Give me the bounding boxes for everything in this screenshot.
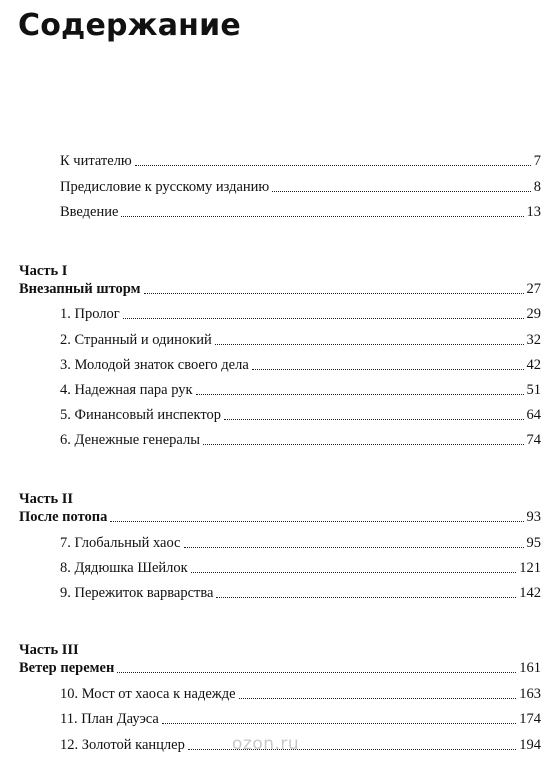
toc-entry-page: 95 bbox=[526, 535, 541, 551]
toc-part-title[interactable] bbox=[19, 280, 541, 298]
toc-chapter-label: 6. Денежные генералы bbox=[60, 432, 200, 448]
toc-chapter[interactable] bbox=[60, 381, 541, 399]
part-heading: Часть II bbox=[19, 491, 74, 507]
dot-leader bbox=[196, 394, 524, 395]
toc-part-label: Внезапный шторм bbox=[19, 281, 141, 297]
toc-entry-to-reader[interactable] bbox=[60, 152, 541, 170]
toc-entry-page: 161 bbox=[519, 660, 541, 676]
dot-leader bbox=[252, 369, 524, 370]
toc-entry-page: 32 bbox=[526, 332, 541, 348]
toc-entry-label: Предисловие к русскому изданию bbox=[60, 179, 270, 195]
toc-entry-page: 142 bbox=[519, 585, 541, 601]
toc-entry-page: 27 bbox=[526, 281, 541, 297]
dot-leader bbox=[123, 318, 524, 319]
toc-entry-page: 42 bbox=[526, 357, 541, 373]
toc-chapter-label: 10. Мост от хаоса к надежде bbox=[60, 686, 236, 702]
toc-entry-page: 163 bbox=[519, 686, 541, 702]
dot-leader bbox=[144, 293, 524, 294]
toc-entry-page: 74 bbox=[526, 432, 541, 448]
dot-leader bbox=[135, 165, 531, 166]
toc-entry-introduction[interactable] bbox=[60, 203, 541, 221]
toc-part-label: Ветер перемен bbox=[19, 660, 115, 676]
dot-leader bbox=[272, 191, 530, 192]
toc-entry-page: 121 bbox=[519, 560, 541, 576]
dot-leader bbox=[117, 672, 516, 673]
toc-chapter[interactable] bbox=[60, 331, 541, 349]
toc-chapter-label: 9. Пережиток варварства bbox=[60, 585, 214, 601]
toc-chapter-label: 11. План Дауэса bbox=[60, 711, 159, 727]
toc-chapter[interactable] bbox=[60, 305, 541, 323]
toc-chapter-label: 12. Золотой канцлер bbox=[60, 737, 185, 753]
toc-chapter-label: 3. Молодой знаток своего дела bbox=[60, 357, 249, 373]
dot-leader bbox=[191, 572, 517, 573]
dot-leader bbox=[121, 216, 523, 217]
toc-chapter[interactable] bbox=[60, 710, 541, 728]
toc-entry-page: 29 bbox=[526, 306, 541, 322]
toc-chapter[interactable] bbox=[60, 736, 541, 754]
dot-leader bbox=[215, 344, 524, 345]
dot-leader bbox=[110, 521, 523, 522]
toc-entry-page: 174 bbox=[519, 711, 541, 727]
toc-entry-page: 7 bbox=[533, 153, 541, 169]
dot-leader bbox=[162, 723, 516, 724]
dot-leader bbox=[239, 698, 517, 699]
toc-part-title[interactable] bbox=[19, 508, 541, 526]
dot-leader bbox=[216, 597, 516, 598]
toc-entry-preface[interactable] bbox=[60, 178, 541, 196]
toc-entry-page: 194 bbox=[519, 737, 541, 753]
toc-entry-label: К читателю bbox=[60, 153, 132, 169]
dot-leader bbox=[224, 419, 524, 420]
watermark: ozon.ru bbox=[232, 734, 300, 754]
toc-entry-page: 13 bbox=[526, 204, 541, 220]
toc-chapter[interactable] bbox=[60, 685, 541, 703]
toc-chapter[interactable] bbox=[60, 534, 541, 552]
dot-leader bbox=[203, 444, 524, 445]
part-heading: Часть I bbox=[19, 263, 68, 279]
toc-chapter[interactable] bbox=[60, 559, 541, 577]
toc-chapter-label: 7. Глобальный хаос bbox=[60, 535, 181, 551]
toc-chapter[interactable] bbox=[60, 406, 541, 424]
toc-entry-page: 93 bbox=[526, 509, 541, 525]
toc-entry-page: 64 bbox=[526, 407, 541, 423]
toc-chapter-label: 2. Странный и одинокий bbox=[60, 332, 212, 348]
toc-chapter-label: 8. Дядюшка Шейлок bbox=[60, 560, 188, 576]
toc-chapter-label: 5. Финансовый инспектор bbox=[60, 407, 221, 423]
page-title: Содержание bbox=[18, 8, 241, 43]
toc-chapter[interactable] bbox=[60, 431, 541, 449]
toc-entry-page: 8 bbox=[533, 179, 541, 195]
toc-chapter[interactable] bbox=[60, 356, 541, 374]
toc-entry-label: Введение bbox=[60, 204, 119, 220]
toc-chapter[interactable] bbox=[60, 584, 541, 602]
toc-part-label: После потопа bbox=[19, 509, 108, 525]
toc-chapter-label: 1. Пролог bbox=[60, 306, 120, 322]
toc-part-title[interactable] bbox=[19, 659, 541, 677]
part-heading: Часть III bbox=[19, 642, 79, 658]
toc-chapter-label: 4. Надежная пара рук bbox=[60, 382, 193, 398]
toc-entry-page: 51 bbox=[526, 382, 541, 398]
dot-leader bbox=[184, 547, 524, 548]
